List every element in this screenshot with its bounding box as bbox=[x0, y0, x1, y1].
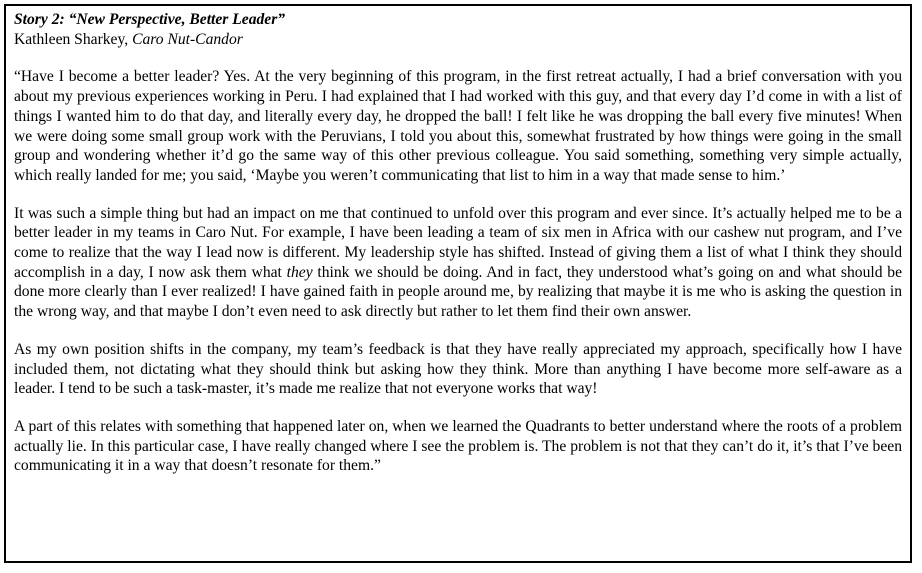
paragraph-2-text-before: It was such a simple thing but had an impact on me that continued to unfold over this program and ever since. It’s actually helped me to be a better leader in my teams in Caro Nut. For example, I have been leading a team of six men in Africa with our cashew nut program, and I’ve come to realize that the way I lead now is different. My leadership style has shifted. Instead of giving them a list of what I think they should accomplish in a day, I now ask them what bbox=[14, 204, 902, 281]
paragraph-2-text-after: think we should be doing. And in fact, they understood what’s going on and what should be done more clearly than I ever realized! I have gained faith in people around me, by realizing that maybe it is me who is asking the question in the wrong way, and that maybe I don’t even need to ask directly but rather to let them find their own answer. bbox=[14, 263, 902, 321]
paragraph-1: “Have I become a better leader? Yes. At the very beginning of this program, in the first retreat actually, I had a brief conversation with you about my previous experiences working in Peru. I had explained that I had worked with this guy, and that every day I’d come in with a list of things I wanted him to do that day, and literally every day, he dropped the ball! I felt like he was dropping the ball every five minutes! When we were doing some small group work with the Peruvians, I told you about this, somewhat frustrated by how things were going in the small group and wondering whether it’d go the same way of this other previous colleague. You said something, something very simple actually, which really landed for me; you said, ‘Maybe you weren’t communicating that list to him in a way that made sense to him.’ bbox=[14, 68, 902, 184]
story-title: Story 2: “New Perspective, Better Leader” bbox=[14, 11, 286, 28]
paragraph-4: A part of this relates with something that happened later on, when we learned the Quadrants to better understand where the roots of a problem actually lie. In this particular case, I have really changed where I see the problem is. The problem is not that they can’t do it, it’s that I’ve been communicating it in a way that doesn’t resonate for them.” bbox=[14, 417, 902, 475]
story-byline bbox=[14, 30, 902, 50]
author-name: Kathleen Sharkey, bbox=[14, 30, 133, 48]
paragraph-2 bbox=[14, 204, 902, 322]
paragraph-3: As my own position shifts in the company, my team’s feedback is that they have really appreciated my approach, specifically how I have included them, not dictating what they should think but asking how they think. More than anything I have become more self-aware as a leader. I tend to be such a task-master, it’s made me realize that not everyone works that way! bbox=[14, 340, 902, 398]
paragraph-2-emphasis: they bbox=[286, 263, 313, 281]
company-name: Caro Nut-Candor bbox=[132, 30, 243, 48]
story-box bbox=[4, 4, 912, 563]
